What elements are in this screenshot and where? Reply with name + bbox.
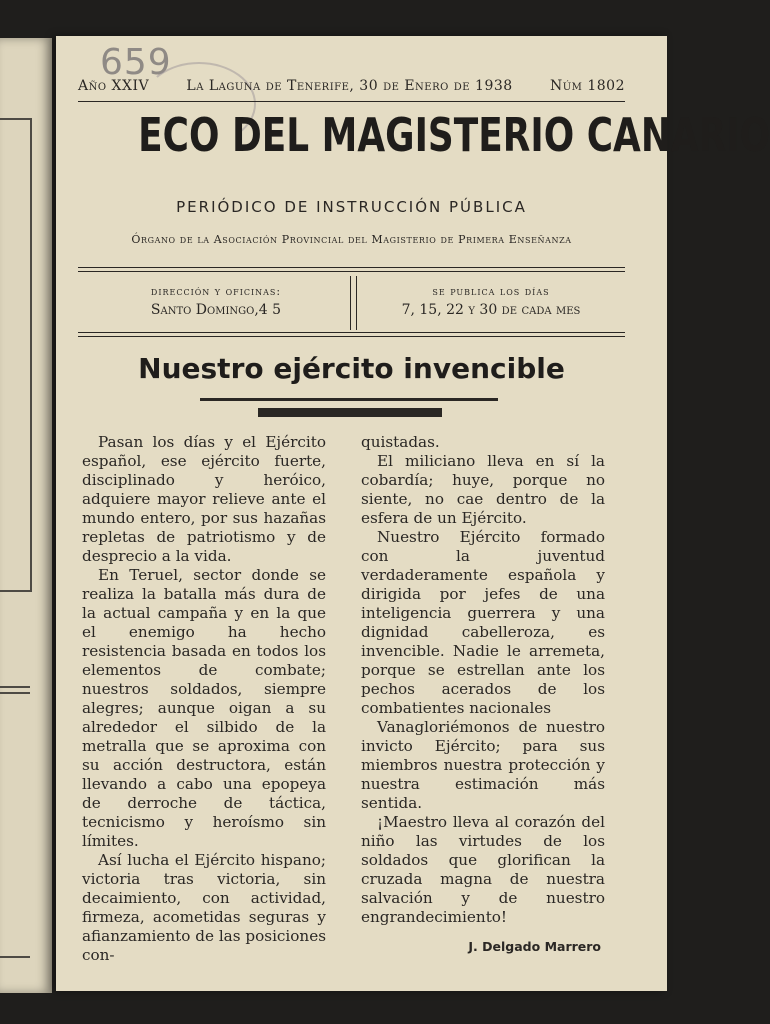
article-column-right xyxy=(361,433,605,956)
article-headline: Nuestro ejército invencible xyxy=(138,352,565,385)
adjacent-page-edge xyxy=(0,38,52,993)
article-paragraph: En Teruel, sector donde se realiza la batalla más dura de la actual campaña y en la que el enemigo ha hecho resistencia basada en todos los elementos de combate; nuestros soldados, siempre alegres; aunque oigan a su alrededor el silbido de la metralla que se aproxima con su acción destructora, están llevando a cabo una epopeya de derroche de táctica, tecnicismo y heroísmo sin límites. xyxy=(82,566,326,850)
address-block xyxy=(82,276,350,330)
place-date: La Laguna de Tenerife, 30 de Enero de 1938 xyxy=(186,78,513,94)
header-rule xyxy=(78,101,625,102)
article-paragraph: Vanagloriémonos de nuestro invicto Ejército; para sus miembros nuestra protección y nuestra estimación más sentida. xyxy=(361,718,605,812)
issue-number: Núm 1802 xyxy=(550,78,625,94)
info-bottom-rule-double xyxy=(78,336,625,337)
adjacent-page-rule xyxy=(0,686,30,688)
year-label: Año XXIV xyxy=(78,78,150,94)
masthead-subtitle: PERIÓDICO DE INSTRUCCIÓN PÚBLICA xyxy=(176,198,527,216)
article-paragraph: Así lucha el Ejército hispano; victoria tras victoria, sin decaimiento, con actividad, firmeza, acometidas seguras y afianzamiento de las posiciones con- xyxy=(82,851,326,964)
info-top-rule-double xyxy=(78,271,625,272)
masthead-title: ECO DEL MAGISTERIO CANARIO xyxy=(138,108,770,162)
newspaper-page xyxy=(56,36,770,991)
article-paragraph: ¡Maestro lleva al corazón del niño las virtudes de los soldados que glorifican la cruzada magna de nuestra salvación y de nuestro engrandecimiento! xyxy=(361,813,605,926)
info-box xyxy=(82,276,625,330)
archive-stamp-number: 659 xyxy=(100,42,172,83)
info-top-rule xyxy=(78,267,625,268)
address: Santo Domingo,4 5 xyxy=(150,302,282,318)
headline-ornament-line xyxy=(200,398,498,401)
headline-ornament-bar xyxy=(258,408,442,417)
article-continuation: quistadas. xyxy=(361,433,440,451)
article-paragraph: Nuestro Ejército formado con la juventud verdaderamente española y dirigida por jefes de una inteligencia guerrera y una dignidad cabelleroza, es invencible. Nadie le arremeta, porque se estrellan ante los pechos acerados de los combatientes nacionales xyxy=(361,528,605,717)
masthead-organ: Órgano de la Asociación Provincial del Magisterio de Primera Enseñanza xyxy=(131,233,572,246)
dateline xyxy=(78,78,625,94)
schedule: 7, 15, 22 y 30 de cada mes xyxy=(401,302,581,318)
article-column-left xyxy=(82,433,326,965)
adjacent-page-frame xyxy=(0,118,32,592)
info-divider xyxy=(350,276,357,330)
schedule-label: se publica los días xyxy=(432,285,550,298)
article-signature: J. Delgado Marrero xyxy=(468,939,601,954)
address-label: dirección y oficinas: xyxy=(150,285,282,298)
adjacent-page-rule xyxy=(0,692,30,694)
article-paragraph: El miliciano lleva en sí la cobardía; huye, porque no siente, no cae dentro de la esfera de un Ejército. xyxy=(361,452,605,527)
adjacent-page-rule xyxy=(0,956,30,958)
info-bottom-rule xyxy=(78,332,625,333)
article-paragraph: Pasan los días y el Ejército español, ese ejército fuerte, disciplinado y heróico, adquiere mayor relieve ante el mundo entero, por sus hazañas repletas de patriotismo y de desprecio a la vida. xyxy=(82,433,326,565)
schedule-block xyxy=(357,276,625,330)
